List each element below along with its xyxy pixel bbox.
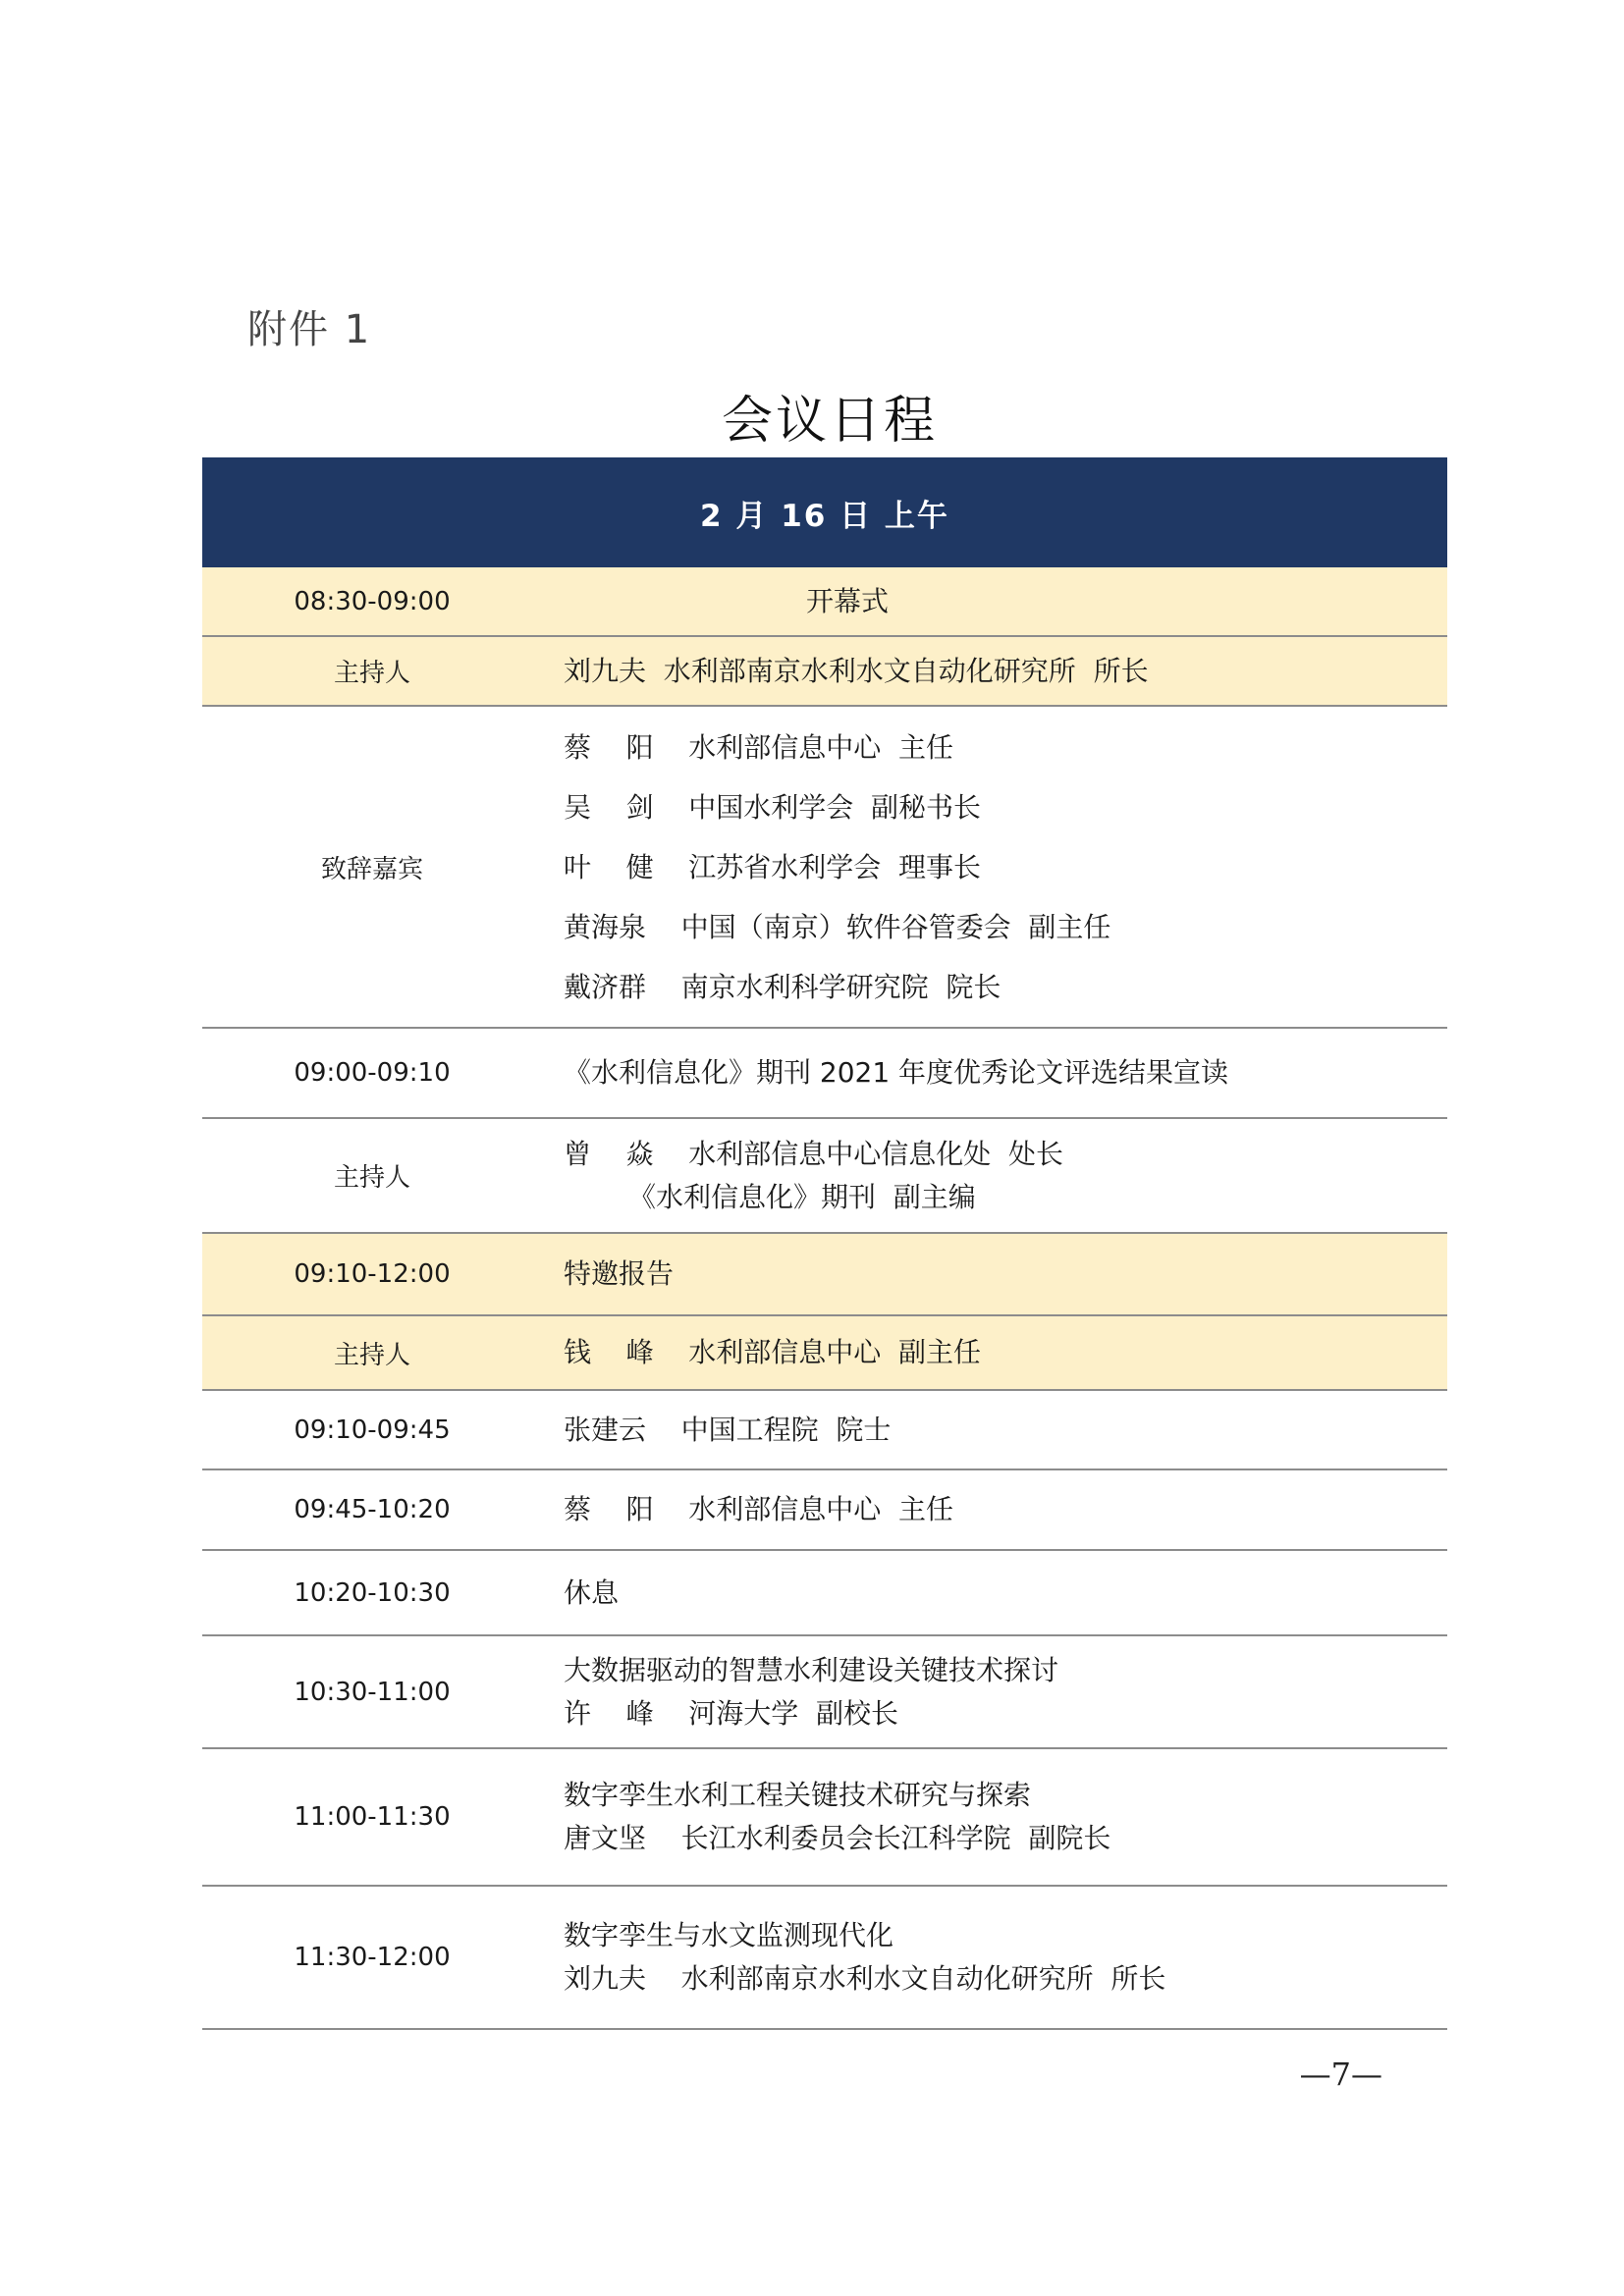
time-cell: 09:10-09:45 xyxy=(294,1415,451,1445)
time-cell: 11:30-12:00 xyxy=(294,1943,451,1972)
content-line: 《水利信息化》期刊 2021 年度优秀论文评选结果宣读 xyxy=(564,1056,1229,1089)
content-line: 蔡 阳 水利部信息中心 主任 xyxy=(564,1493,954,1525)
time-cell: 09:00-09:10 xyxy=(294,1058,451,1088)
content-line: 特邀报告 xyxy=(564,1257,675,1290)
content-cell xyxy=(542,637,1447,705)
time-cell: 08:30-09:00 xyxy=(294,586,451,616)
content-line: 休息 xyxy=(564,1575,620,1609)
table-row xyxy=(202,1470,1447,1551)
content-line: 《水利信息化》期刊 副主编 xyxy=(628,1180,976,1213)
table-row xyxy=(202,1391,1447,1470)
content-line: 钱 峰 水利部信息中心 副主任 xyxy=(564,1336,982,1368)
time-cell: 致辞嘉宾 xyxy=(320,854,423,884)
table-row-opening xyxy=(202,567,1447,637)
content-cell xyxy=(542,1470,1447,1549)
time-cell: 主持人 xyxy=(333,1340,410,1370)
content-cell xyxy=(542,1234,1447,1314)
content-line: 数字孪生水利工程关键技术研究与探索 xyxy=(564,1779,1032,1811)
day-header: 2 月 16 日 上午 xyxy=(202,457,1447,567)
table-row-host xyxy=(202,637,1447,707)
table-row-break xyxy=(202,1551,1447,1636)
page-title: 会议日程 xyxy=(721,392,938,451)
content-line: 刘九夫 水利部南京水利水文自动化研究所 所长 xyxy=(564,1962,1166,1995)
content-line: 戴济群 南京水利科学研究院 院长 xyxy=(564,970,1001,1003)
content-line: 开幕式 xyxy=(805,584,889,617)
content-line: 曾 焱 水利部信息中心信息化处 处长 xyxy=(564,1137,1064,1170)
time-cell: 主持人 xyxy=(333,1163,410,1193)
table-row-keynote xyxy=(202,1234,1447,1316)
table-row-host xyxy=(202,1119,1447,1234)
content-cell xyxy=(542,1551,1447,1634)
content-line: 刘九夫 水利部南京水利水文自动化研究所 所长 xyxy=(564,654,1149,687)
time-cell: 11:00-11:30 xyxy=(294,1802,451,1832)
content-line: 唐文坚 长江水利委员会长江科学院 副院长 xyxy=(564,1822,1111,1854)
content-line: 叶 健 江苏省水利学会 理事长 xyxy=(564,850,982,883)
content-cell xyxy=(542,1887,1447,2028)
table-row xyxy=(202,1887,1447,2030)
schedule-table xyxy=(202,457,1447,2030)
content-cell xyxy=(542,567,1447,635)
content-line: 蔡 阳 水利部信息中心 主任 xyxy=(564,730,954,764)
time-cell: 10:20-10:30 xyxy=(294,1577,451,1608)
table-row xyxy=(202,1636,1447,1749)
content-cell xyxy=(542,1636,1447,1747)
content-cell xyxy=(542,1316,1447,1389)
content-cell xyxy=(542,1749,1447,1885)
content-cell xyxy=(542,1391,1447,1468)
content-line: 许 峰 河海大学 副校长 xyxy=(564,1696,899,1730)
content-cell xyxy=(542,1119,1447,1232)
content-line: 吴 剑 中国水利学会 副秘书长 xyxy=(564,790,982,824)
content-line: 张建云 中国工程院 院士 xyxy=(564,1413,892,1446)
content-line: 大数据驱动的智慧水利建设关键技术探讨 xyxy=(564,1653,1059,1686)
content-line: 黄海泉 中国（南京）软件谷管委会 副主任 xyxy=(564,910,1111,943)
content-cell xyxy=(542,1029,1447,1117)
page-number: —7— xyxy=(1299,2056,1382,2093)
time-cell: 09:45-10:20 xyxy=(294,1495,451,1524)
table-row-guests xyxy=(202,707,1447,1029)
table-row xyxy=(202,1749,1447,1887)
time-cell: 10:30-11:00 xyxy=(294,1677,451,1707)
annex-label: 附件 1 xyxy=(247,307,372,352)
content-line: 数字孪生与水文监测现代化 xyxy=(564,1919,894,1951)
table-row-host xyxy=(202,1316,1447,1391)
table-row-award xyxy=(202,1029,1447,1119)
content-cell xyxy=(542,707,1447,1027)
time-cell: 主持人 xyxy=(333,659,410,688)
time-cell: 09:10-12:00 xyxy=(294,1259,451,1289)
